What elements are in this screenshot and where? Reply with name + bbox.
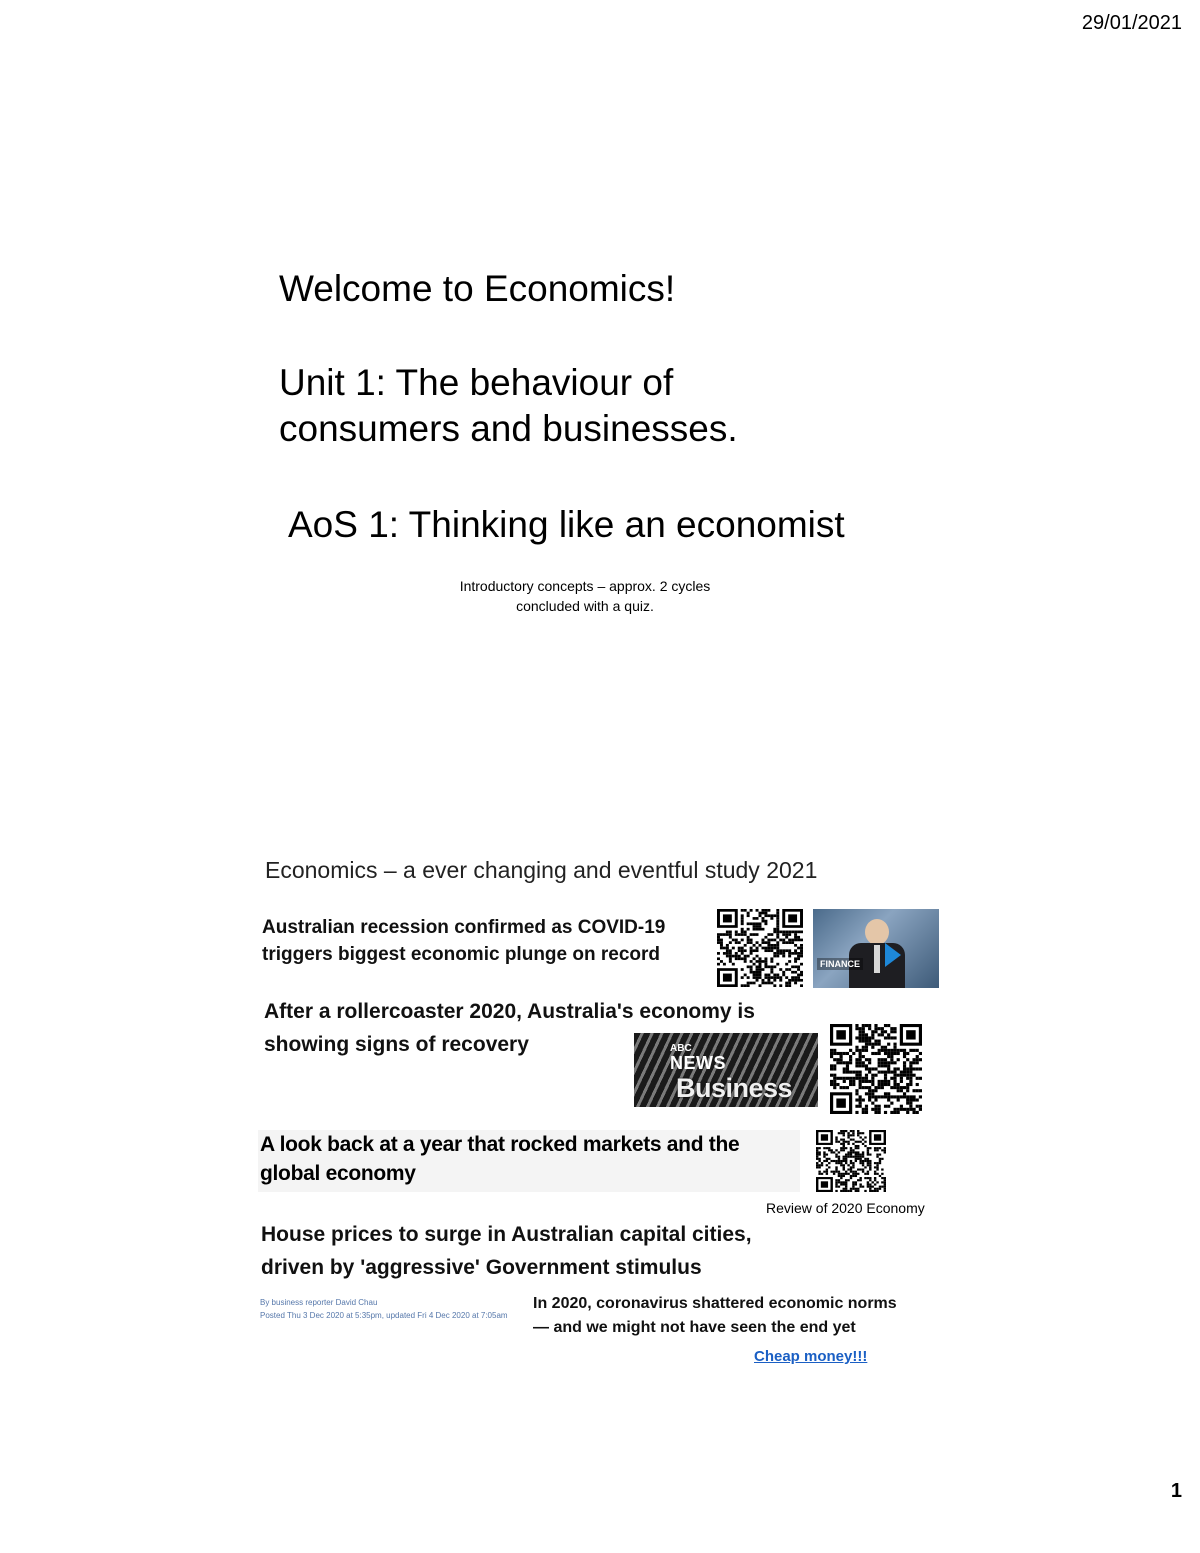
byline-posted: Posted Thu 3 Dec 2020 at 5:35pm, updated Fri 4 Dec 2020 at 7:05am xyxy=(260,1311,508,1320)
qr-code-recession[interactable] xyxy=(717,909,803,987)
unit-heading xyxy=(279,360,839,452)
qr-code-review[interactable] xyxy=(816,1130,886,1192)
intro-note-line2: concluded with a quiz. xyxy=(516,598,654,614)
headline-recession-line1: Australian recession confirmed as COVID-19 xyxy=(262,917,666,938)
qr-code-recovery[interactable] xyxy=(830,1024,922,1114)
headline-recession-line2: triggers biggest economic plunge on record xyxy=(262,944,660,965)
intro-note-line1: Introductory concepts – approx. 2 cycles xyxy=(459,578,711,594)
cheap-money-link[interactable]: Cheap money!!! xyxy=(754,1348,868,1365)
headline-coronavirus-norms[interactable] xyxy=(533,1292,953,1340)
presenter-head xyxy=(865,919,889,945)
news-label: NEWS xyxy=(670,1053,726,1073)
slide-title: Welcome to Economics! xyxy=(279,268,676,309)
slide2-title: Economics – a ever changing and eventful study 2021 xyxy=(265,857,818,883)
headline-coronavirus-line2: — and we might not have seen the end yet xyxy=(533,1319,856,1336)
review-caption: Review of 2020 Economy xyxy=(766,1200,925,1216)
article-byline xyxy=(260,1296,530,1322)
headline-year-review[interactable] xyxy=(258,1130,800,1192)
headline-year-review-line2: global economy xyxy=(260,1162,416,1185)
headline-house-prices[interactable] xyxy=(261,1218,821,1284)
headline-coronavirus-line1: In 2020, coronavirus shattered economic norms xyxy=(533,1295,897,1312)
finance-label: FINANCE xyxy=(817,958,863,970)
aos-heading: AoS 1: Thinking like an economist xyxy=(288,504,845,545)
byline-author: By business reporter David Chau xyxy=(260,1298,378,1307)
headline-house-prices-line1: House prices to surge in Australian capital cities, xyxy=(261,1223,752,1246)
intro-note xyxy=(380,576,790,616)
headline-recovery-line2: showing signs of recovery xyxy=(264,1033,529,1056)
headline-recovery-line1: After a rollercoaster 2020, Australia's economy is xyxy=(264,1000,755,1023)
page-date: 29/01/2021 xyxy=(1081,12,1182,34)
headline-recession[interactable] xyxy=(262,914,722,968)
business-label: Business xyxy=(676,1073,793,1103)
finance-video-thumbnail[interactable] xyxy=(813,909,939,988)
presenter-tie xyxy=(874,945,880,973)
unit-heading-line1: Unit 1: The behaviour of xyxy=(279,362,674,403)
abc-label: ABC xyxy=(670,1043,692,1054)
unit-heading-line2: consumers and businesses. xyxy=(279,408,738,449)
abc-news-business-thumbnail[interactable] xyxy=(634,1033,818,1107)
headline-year-review-line1: A look back at a year that rocked markets and the xyxy=(260,1133,740,1156)
arrow-icon xyxy=(885,943,901,967)
page-number: 1 xyxy=(1170,1480,1182,1502)
headline-house-prices-line2: driven by 'aggressive' Government stimulus xyxy=(261,1256,702,1279)
